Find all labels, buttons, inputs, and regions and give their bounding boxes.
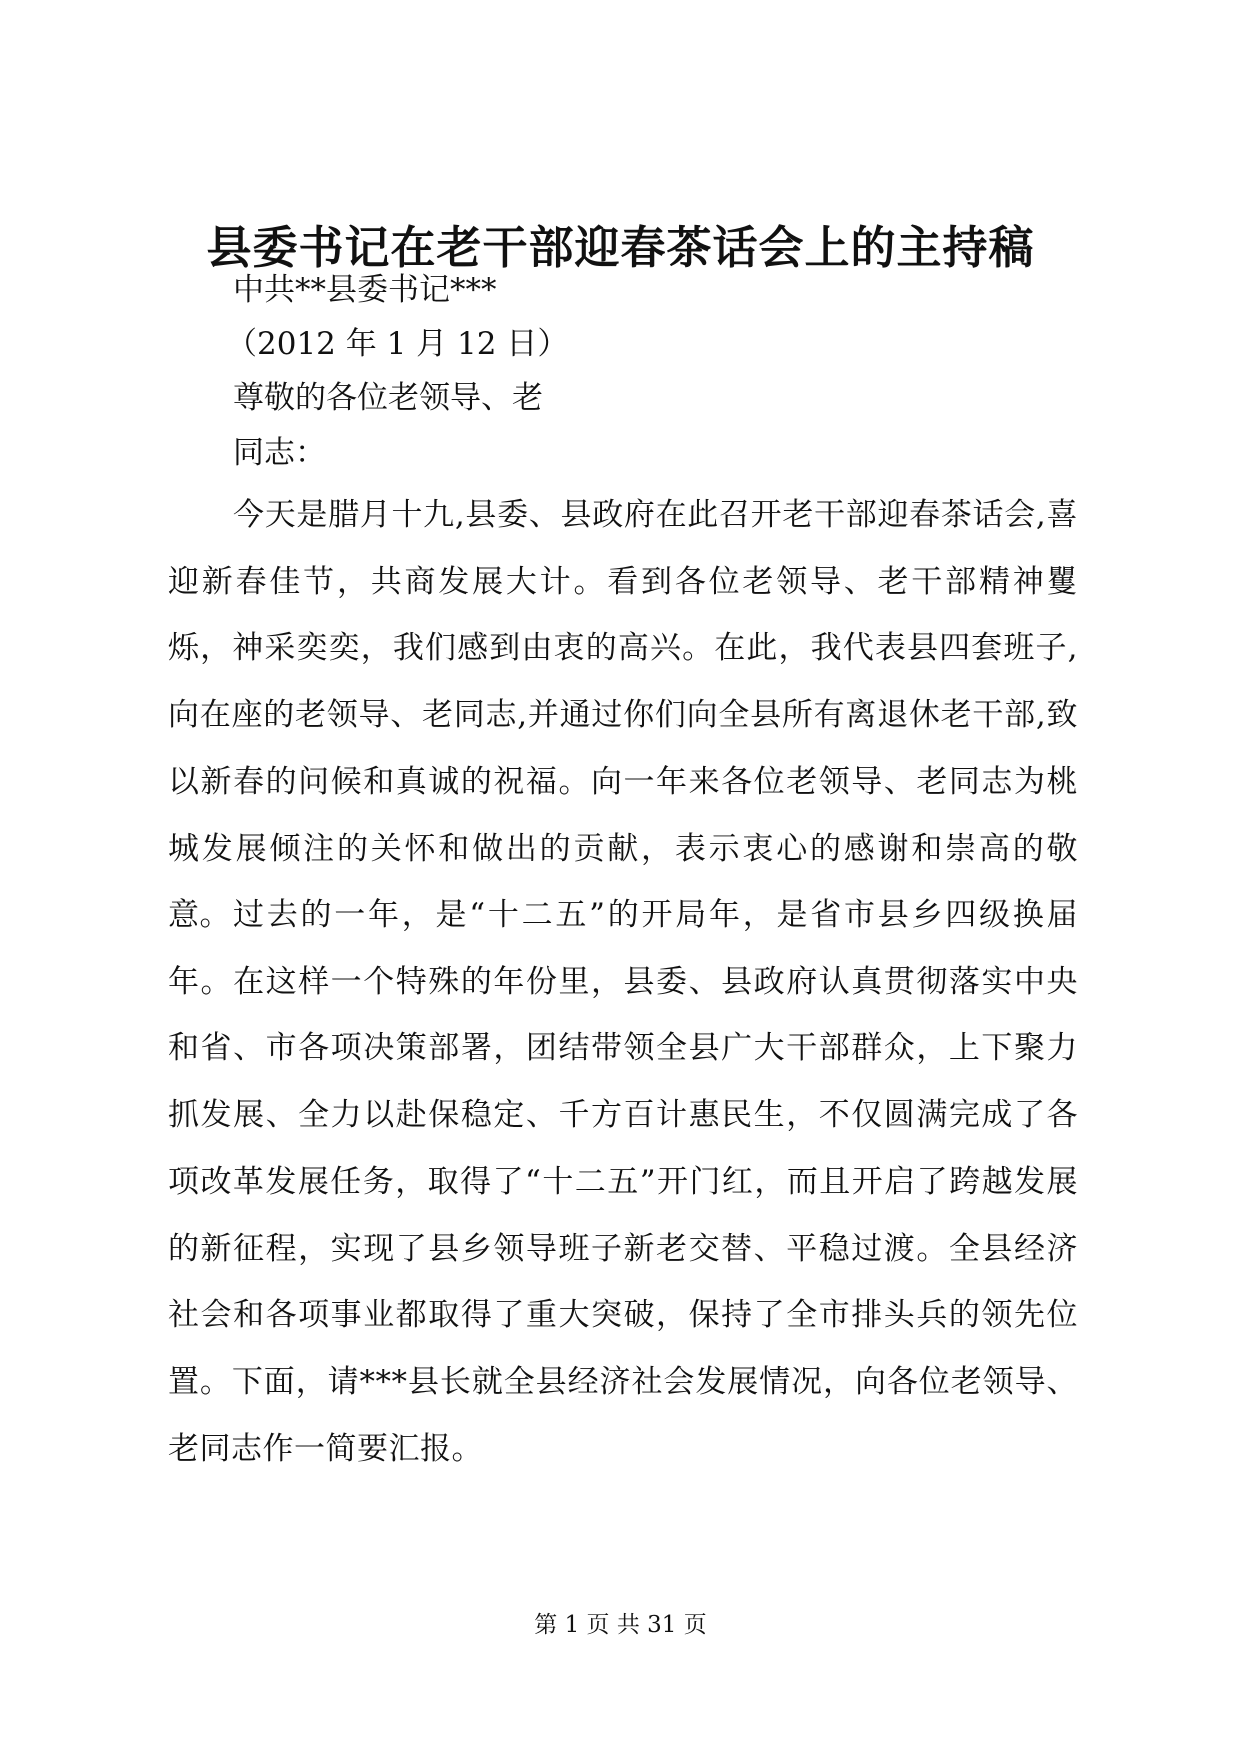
date-line: （2012 年 1 月 12 日） [226, 326, 569, 362]
author-line: 中共**县委书记*** [233, 272, 497, 308]
document-title: 县委书记在老干部迎春茶话会上的主持稿 [206, 221, 1035, 274]
page-footer: 第 1 页 共 31 页 [534, 1612, 707, 1638]
salutation-line-2: 同志： [233, 435, 326, 471]
paragraph-2: 过去的一年，是“十二五”的开局年，是省市县乡四级换届年。在这样一个特殊的年份里，县委、县政府认真贯彻落实中央和省、市各项决策部署，团结带领全县广大干部群众，上下聚力抓发展、全力以赴保稳定、千方百计惠民生，不仅圆满完成了各项改革发展任务，取得了“十二五”开门红，而且开启了跨越发展的新征程，实现了县乡领导班子新老交替、平稳过渡。全县经济社会和各项事业都取得了重大突破，保持了全市排头兵的领先位置。下面，请***县长就全县经济社会发展情况，向各位老领导、老同志作一简要汇报。 [168, 897, 1078, 1467]
salutation-line-1: 尊敬的各位老领导、老 [233, 380, 543, 416]
paragraph-1: 今天是腊月十九,县委、县政府在此召开老干部迎春茶话会,喜迎新春佳节，共商发展大计。看到各位老领导、老干部精神矍烁，神采奕奕，我们感到由衷的高兴。在此，我代表县四套班子,向在座的老领导、老同志,并通过你们向全县所有离退休老干部,致以新春的问候和真诚的祝福。向一年来各位老领导、老同志为桃城发展倾注的关怀和做出的贡献，表示衷心的感谢和崇高的敬意。 [168, 497, 1078, 934]
